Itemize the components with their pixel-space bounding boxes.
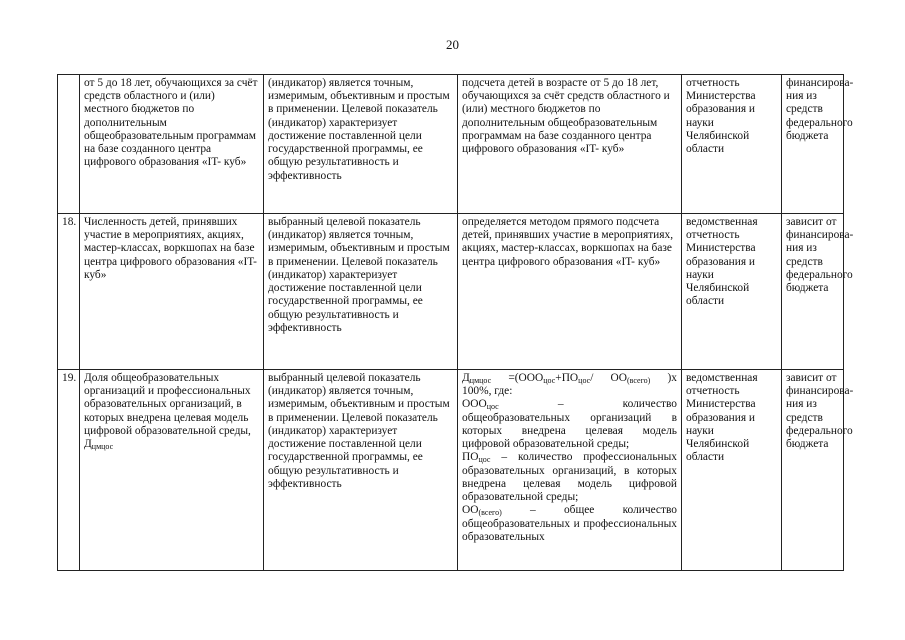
definition-term: ООО (462, 398, 487, 411)
definition-term: ОО (462, 504, 479, 517)
formula-part: ОО (610, 372, 627, 384)
influencing-factors: зависит от финансирова-ния из средств федерального бюджета (782, 214, 844, 370)
definition-2 (462, 451, 677, 504)
indicator-name (80, 370, 264, 571)
definition-dash: – (530, 504, 536, 517)
table-row (58, 370, 844, 571)
data-source: отчетность Министерства образования и науки Челябинской области (682, 75, 782, 214)
formula-lhs (462, 372, 491, 385)
definition-word: количество (622, 398, 677, 411)
definition-1-text: общеобразовательных организаций в которых внедрена целевая модель цифровой образовательной среды; (462, 411, 677, 451)
indicator-name-text: Доля общеобразовательных организаций и профессиональных образовательных организаций, в которых внедрена целевая модель цифровой образовательной среды, Д (84, 372, 251, 451)
data-source: ведомственная отчетность Министерства образования и науки Челябинской области (682, 370, 782, 571)
definition-term: ПО (462, 451, 479, 464)
formula-line (462, 372, 677, 385)
formula-subscript: (всего) (626, 376, 651, 385)
page-number: 20 (446, 37, 459, 52)
definition-dash: – (557, 398, 564, 411)
formula-part: =(ООО (508, 372, 544, 384)
definition-word: количество (622, 504, 677, 517)
row-number (58, 75, 80, 214)
definition-3-text: общеобразовательных и профессиональных образовательных (462, 517, 677, 543)
indicator-name: Численность детей, принявших участие в мероприятиях, акциях, мастер-классах, воркшопах на базе центра цифрового образования «IT-куб» (80, 214, 264, 370)
definition-subscript: цос (478, 455, 491, 465)
indicator-justification: выбранный целевой показатель (индикатор) является точным, измеримым, объективным и простым в применении. Целевой показатель (индикатор) характеризует достижение поставленной цели государственной программы, ее общую результативность и эффективность (264, 370, 458, 571)
formula-subscript: цос (543, 376, 556, 385)
influencing-factors: зависит от финансирова-ния из средств федерального бюджета (782, 370, 844, 571)
indicator-name-subscript: цмцос (91, 442, 114, 452)
formula-rhs (508, 372, 593, 385)
formula-subscript: цос (578, 376, 591, 385)
indicators-table (57, 74, 854, 571)
formula-subscript: цмцос (469, 376, 492, 385)
formula-symbol: Д (462, 372, 470, 384)
indicator-justification: (индикатор) является точным, измеримым, объективным и простым в применении. Целевой показатель (индикатор) характеризует достижение поставленной цели государственной программы, ее общую результативность и эффективность (264, 75, 458, 214)
row-number: 18. (58, 214, 80, 370)
formula-part: +ПО (555, 372, 579, 384)
formula-denominator (611, 372, 651, 385)
row-number: 19. (58, 370, 80, 571)
definition-subscript: цос (486, 402, 499, 412)
calculation-method: подсчета детей в возрасте от 5 до 18 лет, обучающихся за счёт средств областного и (или) местного бюджетов по дополнительным общеобразовательным программам на базе созданного центра цифрового образования «IT- куб» (458, 75, 682, 214)
indicator-justification: выбранный целевой показатель (индикатор) является точным, измеримым, объективным и простым в применении. Целевой показатель (индикатор) характеризует достижение поставленной цели государственной программы, ее общую результативность и эффективность (264, 214, 458, 370)
indicator-name: от 5 до 18 лет, обучающихся за счёт средств областного и (или) местного бюджетов по дополнительным общеобразовательным программам на базе созданного центра цифрового образования «IT- куб» (80, 75, 264, 214)
influencing-factors: финансирова-ния из средств федерального бюджета (782, 75, 844, 214)
table-row (58, 214, 844, 370)
data-source: ведомственная отчетность Министерства образования и науки Челябинской области (682, 214, 782, 370)
definition-subscript: (всего) (478, 508, 502, 518)
table-row (58, 75, 844, 214)
formula-part: / (590, 372, 594, 384)
definition-2-text: – количество профессиональных образовательных организаций, в которых внедрена целевая модель цифровой образовательной среды; (462, 451, 677, 504)
formula-percent: 100%, где: (462, 385, 513, 398)
definition-word: общее (563, 504, 595, 517)
calculation-method: определяется методом прямого подсчета детей, принявших участие в мероприятиях, акциях, мастер-классах, воркшопах на базе центра цифрового образования «IT- куб» (458, 214, 682, 370)
definition-3-head (462, 504, 677, 517)
calculation-method (458, 370, 682, 571)
formula-part: )х (667, 372, 677, 384)
definition-1-head (462, 398, 677, 411)
